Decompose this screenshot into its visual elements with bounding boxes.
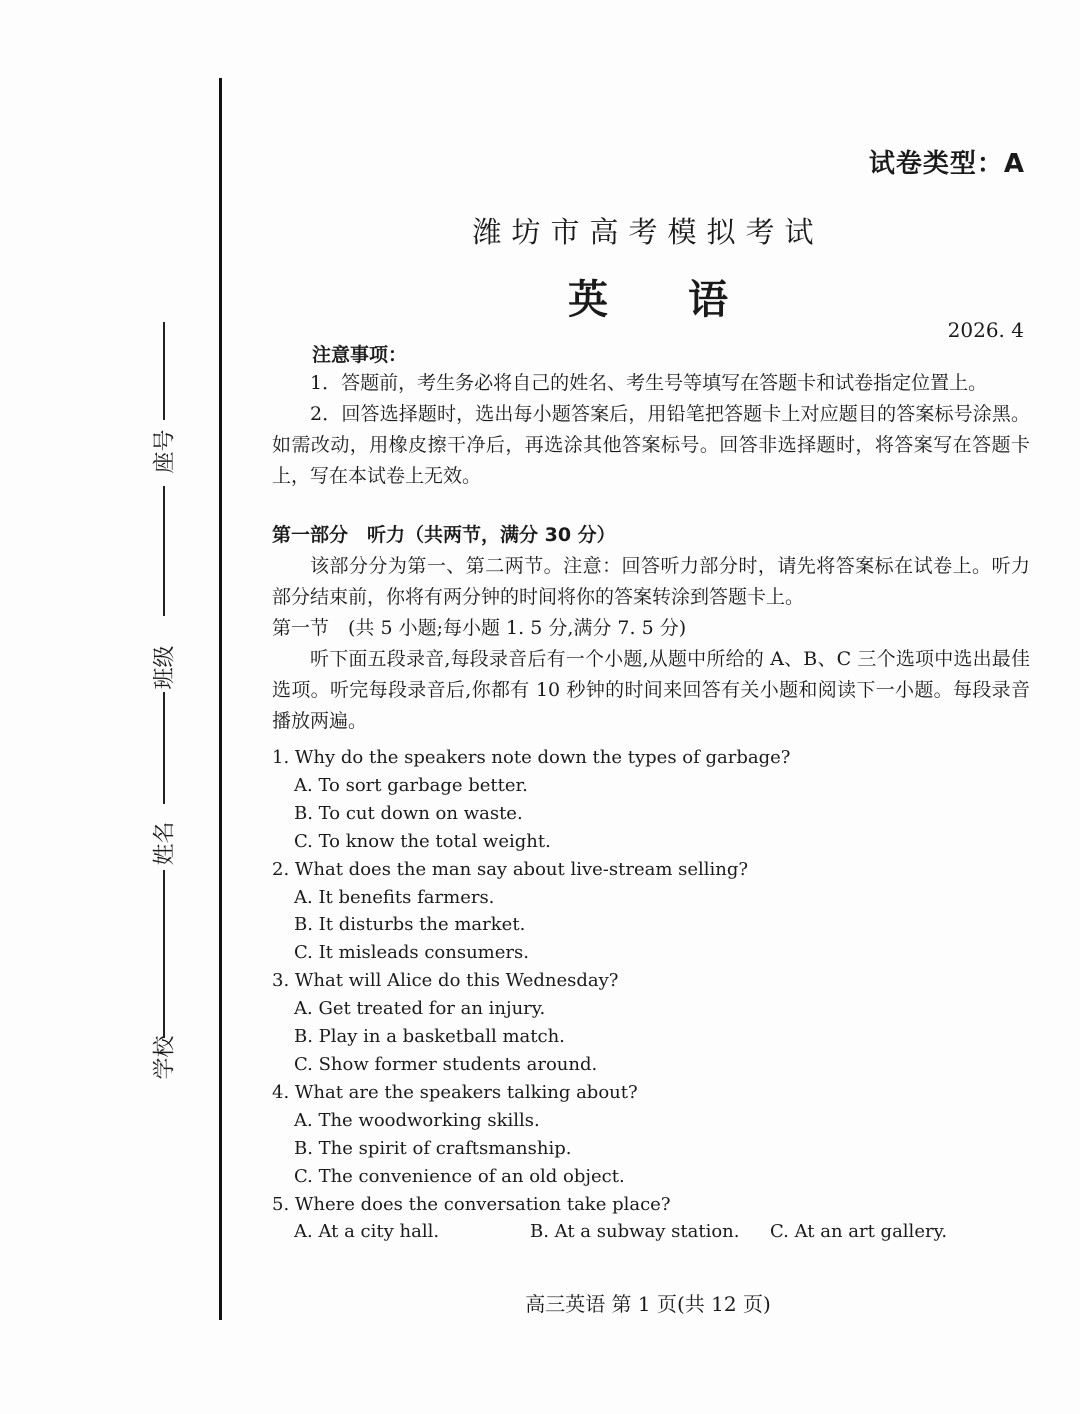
question-option: A. The woodworking skills. [294, 1109, 540, 1131]
question-option: B. It disturbs the market. [294, 914, 526, 936]
notice-body [272, 368, 1030, 492]
exam-date: 2026. 4 [947, 318, 1024, 342]
class-underline [163, 486, 165, 616]
part1-heading: 第一部分 听力（共两节，满分 30 分） [272, 524, 616, 546]
section1-instructions: 听下面五段录音,每段录音后有一个小题,从题中所给的 A、B、C 三个选项中选出最佳选项。听完每段录音后,你都有 10 秒钟的时间来回答有关小题和阅读下一小题。每段录音播放两遍。 [272, 648, 1030, 732]
question-option: C. Show former students around. [294, 1053, 598, 1075]
question-option: C. The convenience of an old object. [294, 1165, 625, 1187]
subject-title: 英语 [568, 277, 808, 323]
part1-block [272, 520, 1030, 737]
question-option: A. Get treated for an injury. [294, 998, 546, 1020]
question-option: A. It benefits farmers. [294, 886, 495, 908]
name-label: 姓名 [152, 821, 178, 866]
question-list [272, 744, 1032, 1246]
notice-item-2: 2．回答选择题时，选出每小题答案后，用铅笔把答题卡上对应题目的答案标号涂黑。如需改动，用橡皮擦干净后，再选涂其他答案标号。回答非选择题时，将答案写在答题卡上，写在本试卷上无效。 [272, 403, 1030, 487]
exam-title: 潍坊市高考模拟考试 [472, 215, 824, 249]
question-option: B. Play in a basketball match. [294, 1026, 565, 1048]
question-option: A. To sort garbage better. [294, 774, 528, 796]
school-label: 学校 [152, 1035, 178, 1080]
question-option: B. To cut down on waste. [294, 802, 523, 824]
class-label: 班级 [152, 645, 178, 690]
question-option: B. The spirit of craftsmanship. [294, 1137, 572, 1159]
question-stem: 4. What are the speakers talking about? [272, 1081, 638, 1103]
name-underline [163, 692, 165, 804]
seat-underline [163, 322, 165, 420]
page-footer: 高三英语 第 1 页(共 12 页) [525, 1292, 771, 1316]
question-option: C. At an art gallery. [770, 1221, 948, 1243]
section1-heading: 第一节 (共 5 小题;每小题 1. 5 分,满分 7. 5 分) [272, 617, 687, 639]
seat-label: 座号 [152, 429, 178, 474]
paper-type: 试卷类型：A [868, 149, 1025, 179]
question-stem: 2. What does the man say about live-stream selling? [272, 858, 749, 880]
question-options-row [272, 1218, 1032, 1246]
question-option: A. At a city hall. [294, 1221, 440, 1243]
school-underline [163, 870, 165, 1038]
question-option: C. It misleads consumers. [294, 942, 529, 964]
notice-heading: 注意事项： [312, 344, 408, 366]
part1-intro: 该部分分为第一、第二两节。注意：回答听力部分时，请先将答案标在试卷上。听力部分结束前，你将有两分钟的时间将你的答案转涂到答题卡上。 [272, 555, 1030, 608]
question-option: C. To know the total weight. [294, 830, 551, 852]
notice-item-1: 1．答题前，考生务必将自己的姓名、考生号等填写在答题卡和试卷指定位置上。 [310, 372, 988, 394]
binding-line [219, 78, 222, 1320]
question-option: B. At a subway station. [530, 1221, 740, 1243]
question-stem: 5. Where does the conversation take place? [272, 1193, 671, 1215]
question-stem: 3. What will Alice do this Wednesday? [272, 970, 619, 992]
question-stem: 1. Why do the speakers note down the types of garbage? [272, 747, 791, 768]
